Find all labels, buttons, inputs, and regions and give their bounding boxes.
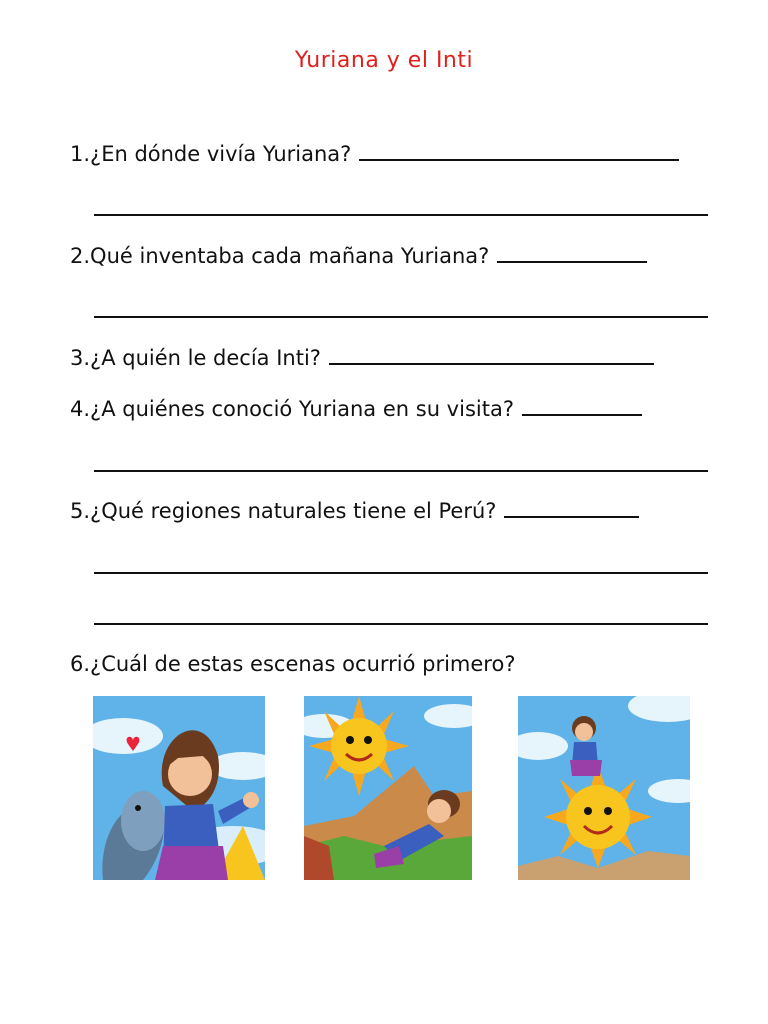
question-number: 2.: [70, 244, 91, 268]
answer-line[interactable]: [94, 623, 708, 625]
question-6: [70, 652, 515, 676]
question-5: [70, 499, 639, 523]
question-1: [70, 142, 679, 166]
scene-image-sun-girl-lying[interactable]: [304, 696, 472, 880]
question-text: ¿Cuál de estas escenas ocurrió primero?: [90, 652, 516, 676]
question-text: ¿En dónde vivía Yuriana?: [90, 142, 352, 166]
answer-blank[interactable]: [522, 413, 642, 416]
question-number: 3.: [70, 346, 91, 370]
answer-line[interactable]: [94, 572, 708, 574]
answer-line[interactable]: [94, 316, 708, 318]
answer-blank[interactable]: [504, 515, 639, 518]
question-number: 4.: [70, 397, 91, 421]
answer-line[interactable]: [94, 214, 708, 216]
answer-line[interactable]: [94, 470, 708, 472]
question-number: 1.: [70, 142, 91, 166]
worksheet-title: Yuriana y el Inti: [294, 48, 474, 73]
answer-blank[interactable]: [359, 158, 679, 161]
answer-blank[interactable]: [497, 260, 647, 263]
scene-image-girl-on-sun[interactable]: [518, 696, 690, 880]
answer-blank[interactable]: [329, 362, 654, 365]
question-text: Qué inventaba cada mañana Yuriana?: [90, 244, 490, 268]
question-text: ¿A quiénes conoció Yuriana en su visita?: [90, 397, 514, 421]
question-number: 6.: [70, 652, 91, 676]
question-3: [70, 346, 654, 370]
question-number: 5.: [70, 499, 91, 523]
scene-image-girl-dolphin[interactable]: [93, 696, 265, 880]
question-text: ¿A quién le decía Inti?: [90, 346, 321, 370]
question-2: [70, 244, 647, 268]
question-text: ¿Qué regiones naturales tiene el Perú?: [90, 499, 497, 523]
question-4: [70, 397, 642, 421]
